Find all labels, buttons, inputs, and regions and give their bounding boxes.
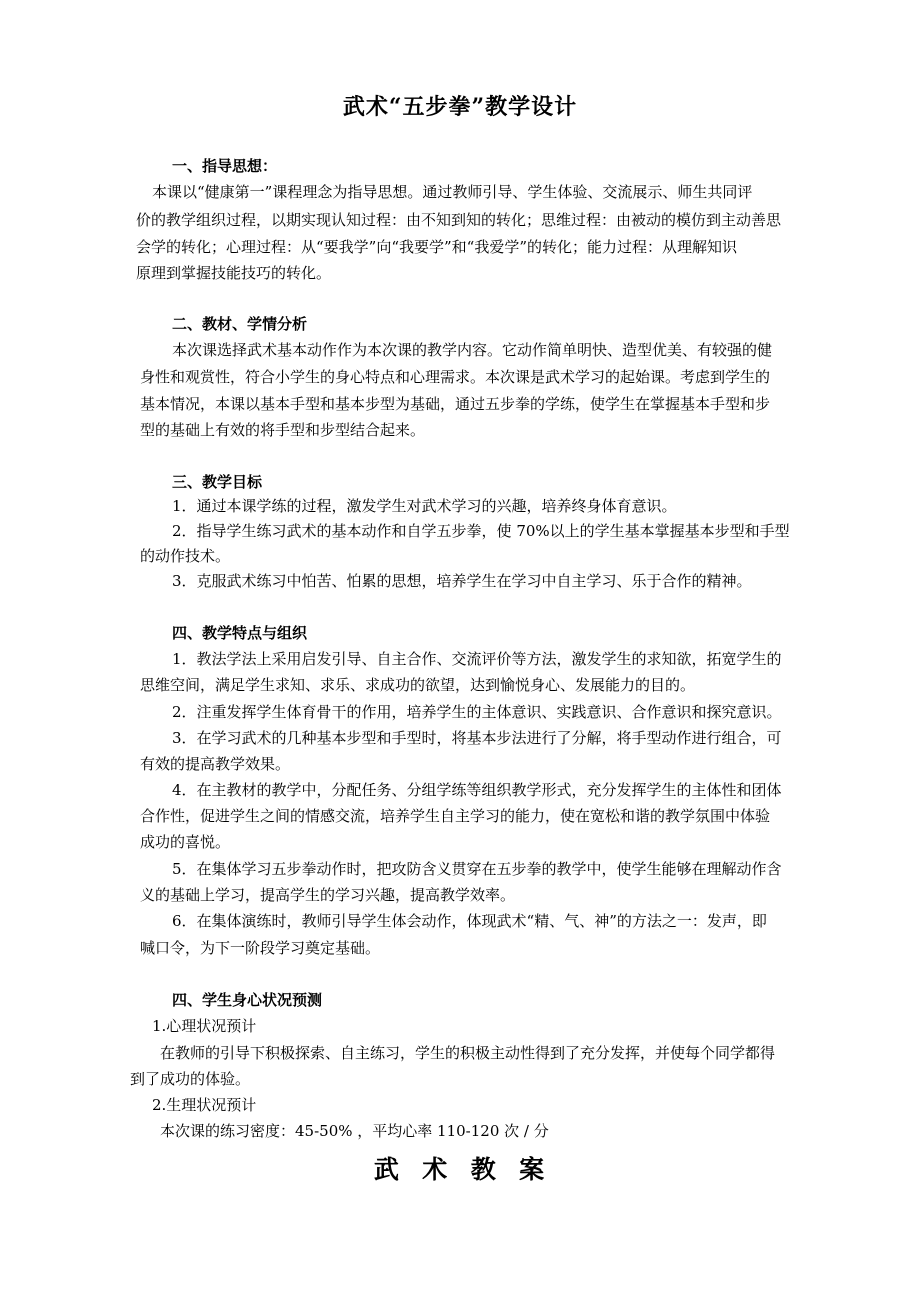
section-heading-guiding-ideology: 一、指导思想： [172, 157, 278, 175]
list-item: 3．克服武术练习中怕苦、怕累的思想，培养学生在学习中自主学习、乐于合作的精神。 [172, 572, 752, 590]
list-item-continuation: 合作性，促进学生之间的情感交流，培养学生自主学习的能力，使在宽松和谐的教学氛围中体验 [140, 807, 771, 825]
list-item-continuation: 有效的提高教学效果。 [140, 755, 291, 773]
list-item: 6．在集体演练时，教师引导学生体会动作，体现武术“精、气、神”的方法之一：发声，即 [172, 912, 767, 930]
list-item-continuation: 成功的喜悦。 [140, 833, 231, 851]
section-heading-student-condition: 四、学生身心状况预测 [172, 991, 323, 1009]
list-item: 4．在主教材的教学中，分配任务、分组学练等组织教学形式，充分发挥学生的主体性和团体 [172, 781, 782, 799]
paragraph-line: 价的教学组织过程，以期实现认知过程：由不知到知的转化；思维过程：由被动的模仿到主动善思 [136, 211, 782, 229]
list-item: 5．在集体学习五步拳动作时，把攻防含义贯穿在五步拳的教学中，使学生能够在理解动作含 [172, 860, 782, 878]
sub-heading-physiological: 2.生理状况预计 [152, 1096, 257, 1114]
paragraph-line: 在教师的引导下积极探索、自主练习，学生的积极主动性得到了充分发挥，并使每个同学都得 [160, 1044, 776, 1062]
list-item-continuation: 的动作技术。 [140, 547, 231, 565]
paragraph-line: 型的基础上有效的将手型和步型结合起来。 [140, 421, 426, 439]
section-heading-teaching-goals: 三、教学目标 [172, 473, 263, 491]
section-heading-teaching-features: 四、教学特点与组织 [172, 624, 308, 642]
list-item: 1．通过本课学练的过程，激发学生对武术学习的兴趣，培养终身体育意识。 [172, 497, 677, 515]
paragraph-line: 本次课选择武术基本动作作为本次课的教学内容。它动作简单明快、造型优美、有较强的健 [172, 341, 773, 359]
list-item-continuation: 喊口令，为下一阶段学习奠定基础。 [140, 939, 381, 957]
list-item-continuation: 义的基础上学习，提高学生的学习兴趣，提高教学效率。 [140, 886, 516, 904]
paragraph-line: 原理到掌握技能技巧的转化。 [136, 264, 332, 282]
list-item: 2．注重发挥学生体育骨干的作用，培养学生的主体意识、实践意识、合作意识和探究意识。 [172, 703, 782, 721]
paragraph-line: 本次课的练习密度：45-50% ，平均心率 110-120 次 / 分 [160, 1122, 549, 1140]
list-item: 3．在学习武术的几种基本步型和手型时，将基本步法进行了分解，将手型动作进行组合，可 [172, 729, 782, 747]
paragraph-line: 基本情况，本课以基本手型和基本步型为基础，通过五步拳的学练，使学生在掌握基本手型和步 [140, 395, 771, 413]
list-item-continuation: 思维空间，满足学生求知、求乐、求成功的欲望，达到愉悦身心、发展能力的目的。 [140, 676, 696, 694]
section-heading-material-analysis: 二、教材、学情分析 [172, 315, 308, 333]
paragraph-line: 到了成功的体验。 [130, 1070, 251, 1088]
paragraph-line: 身性和观赏性，符合小学生的身心特点和心理需求。本次课是武术学习的起始课。考虑到学生的 [140, 368, 771, 386]
document-title: 武术“五步拳”教学设计 [342, 94, 578, 120]
lesson-plan-title: 武 术 教 案 [373, 1155, 547, 1184]
paragraph-line: 会学的转化；心理过程：从“要我学”向“我要学”和“我爱学”的转化；能力过程：从理解知识 [136, 238, 738, 256]
list-item: 1．教法学法上采用启发引导、自主合作、交流评价等方法，激发学生的求知欲，拓宽学生的 [172, 650, 782, 668]
paragraph-line: 本课以“健康第一”课程理念为指导思想。通过教师引导、学生体验、交流展示、师生共同评 [152, 183, 753, 201]
list-item: 2．指导学生练习武术的基本动作和自学五步拳，使 70%以上的学生基本掌握基本步型和手型 [172, 522, 790, 540]
sub-heading-psychological: 1.心理状况预计 [152, 1017, 257, 1035]
